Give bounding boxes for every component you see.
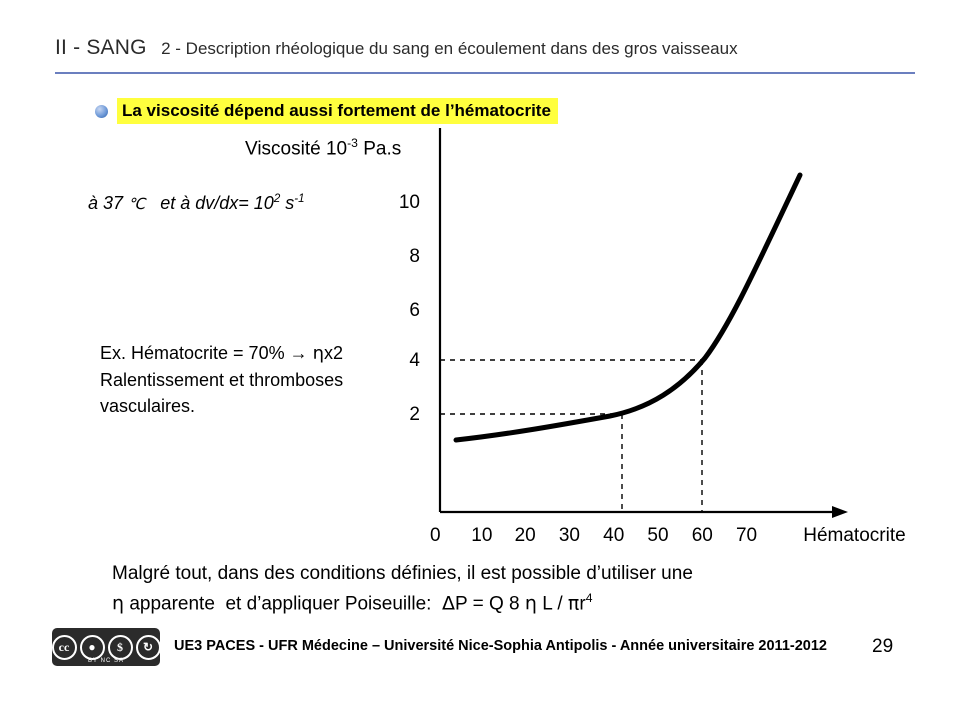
bottom-line-1: Malgré tout, dans des conditions définies, il est possible d’utiliser une [112, 563, 693, 584]
chart-ytick-2: 2 [409, 404, 420, 425]
creative-commons-icon [52, 628, 160, 666]
example-line-1: Ex. Hématocrite = 70% → ηx2 [100, 343, 344, 364]
chart-xtick-60: 60 [691, 525, 713, 546]
cc-icon-nc: $ [108, 635, 133, 660]
chart-ytick-4: 4 [409, 350, 420, 371]
bottom-text-block [112, 560, 832, 618]
bottom-line-2: η apparente et d’appliquer Poiseuille: ΔP = Q 8 η L / $\pi r^4$ [112, 590, 593, 614]
chart-xtick-40: 40 [603, 525, 625, 546]
example-line-2: Ralentissement et thromboses [100, 370, 344, 391]
chart-ytick-6: 6 [409, 300, 420, 321]
conditions-text: à 37 ℃ et à $dv/dx= 10^2$ $s^{-1}$ [88, 193, 305, 213]
chart-x-axis-label: Hématocrite [803, 525, 906, 546]
chart-xtick-30: 30 [558, 525, 580, 546]
chart-xtick-70: 70 [735, 525, 758, 546]
footer-text: UE3 PACES - UFR Médecine – Université Nice-Sophia Antipolis - Année universitaire 2011-2012 [174, 638, 827, 654]
cc-icon-sa: ↻ [136, 635, 161, 660]
chart-x-axis-arrow [832, 506, 848, 518]
chart-xtick-50: 50 [647, 525, 669, 546]
chart-xtick-20: 20 [514, 525, 536, 546]
bullet-text: La viscosité dépend aussi fortement de l’hématocrite [117, 98, 558, 124]
chart-curve-viscosity [456, 175, 800, 440]
chart-ytick-8: 8 [409, 246, 420, 267]
example-text-block [100, 340, 410, 419]
header-title-main: II - SANG [55, 36, 147, 59]
chart-xtick-10: 10 [471, 525, 493, 546]
bullet-sphere-icon [95, 105, 108, 118]
header-divider [55, 72, 915, 74]
cc-license-sublabel: BY NC SA [88, 658, 124, 664]
slide-footer [52, 628, 912, 670]
chart-xtick-0: 0 [430, 525, 441, 546]
header-title-sub: 2 - Description rhéologique du sang en écoulement dans des gros vaisseaux [161, 39, 738, 58]
cc-icon-cc: cc [52, 635, 77, 660]
page-number: 29 [872, 636, 894, 657]
chart-ytick-10: 10 [398, 192, 420, 213]
chart-xtick-row [430, 525, 906, 547]
cc-icon-by: ● [80, 635, 105, 660]
viscosity-hematocrit-chart [400, 120, 870, 550]
chart-y-caption: Viscosité $10^{-3}$ Pa.s [245, 136, 402, 160]
example-line-3: vasculaires. [100, 396, 196, 417]
